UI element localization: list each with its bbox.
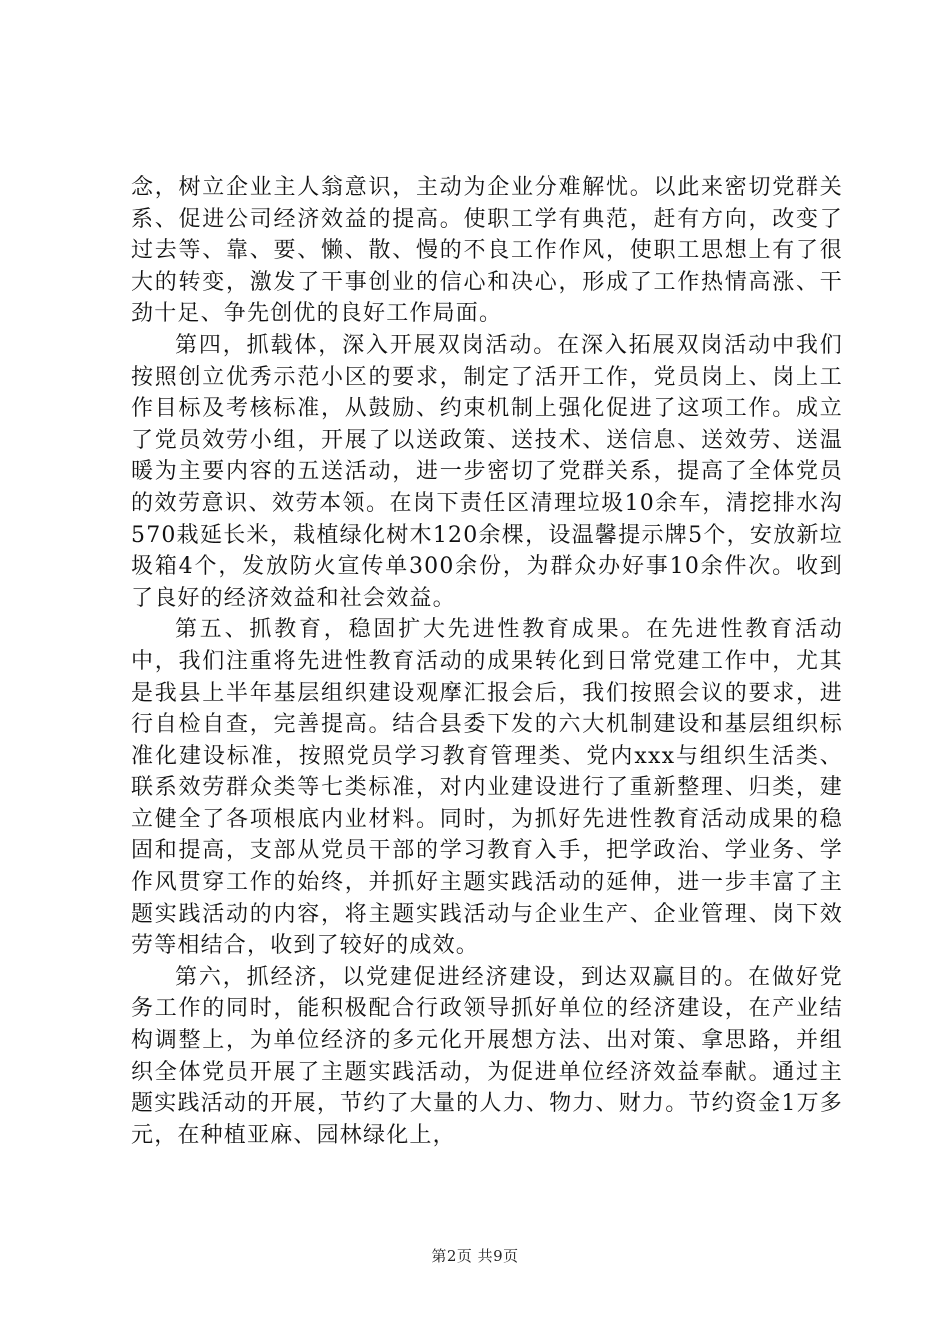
paragraph-2: 第四，抓载体，深入开展双岗活动。在深入拓展双岗活动中我们按照创立优秀示范小区的要求，制定了活开工作，党员岗上、岗上工作目标及考核标准，从鼓励、约束机制上强化促进了这项工作。成立了党员效劳小组，开展了以送政策、送技术、送信息、送效劳、送温暖为主要内容的五送活动，进一步密切了党群关系，提高了全体党员的效劳意识、效劳本领。在岗下责任区清理垃圾10余车，清挖排水沟570栽延长米，栽植绿化树木120余棵，设温馨提示牌5个，安放新垃圾箱4个，发放防火宣传单300余份，为群众办好事10余件次。收到了良好的经济效益和社会效益。 <box>131 332 843 611</box>
paragraph-1: 念，树立企业主人翁意识，主动为企业分难解忧。以此来密切党群关系、促进公司经济效益的提高。使职工学有典范，赶有方向，改变了过去等、靠、要、懒、散、慢的不良工作作风，使职工思想上有了很大的转变，激发了干事创业的信心和决心，形成了工作热情高涨、干劲十足、争先创优的良好工作局面。 <box>131 175 843 327</box>
page-number: 第2页 共9页 <box>431 1247 519 1265</box>
body-text <box>131 172 843 1151</box>
page-footer <box>0 1245 950 1266</box>
paragraph-4: 第六，抓经济，以党建促进经济建设，到达双赢目的。在做好党务工作的同时，能积极配合行政领导抓好单位的经济建设，在产业结构调整上，为单位经济的多元化开展想方法、出对策、拿思路，并组织全体党员开展了主题实践活动，为促进单位经济效益奉献。通过主题实践活动的开展，节约了大量的人力、物力、财力。节约资金1万多元，在种植亚麻、园林绿化上， <box>131 964 843 1148</box>
paragraph-3: 第五、抓教育，稳固扩大先进性教育成果。在先进性教育活动中，我们注重将先进性教育活动的成果转化到日常党建工作中，尤其是我县上半年基层组织建设观摩汇报会后，我们按照会议的要求，进行自检自查，完善提高。结合县委下发的六大机制建设和基层组织标准化建设标准，按照党员学习教育管理类、党内xxx与组织生活类、联系效劳群众类等七类标准，对内业建设进行了重新整理、归类，建立健全了各项根底内业材料。同时，为抓好先进性教育活动成果的稳固和提高，支部从党员干部的学习教育入手，把学政治、学业务、学作风贯穿工作的始终，并抓好主题实践活动的延伸，进一步丰富了主题实践活动的内容，将主题实践活动与企业生产、企业管理、岗下效劳等相结合，收到了较好的成效。 <box>131 617 843 959</box>
